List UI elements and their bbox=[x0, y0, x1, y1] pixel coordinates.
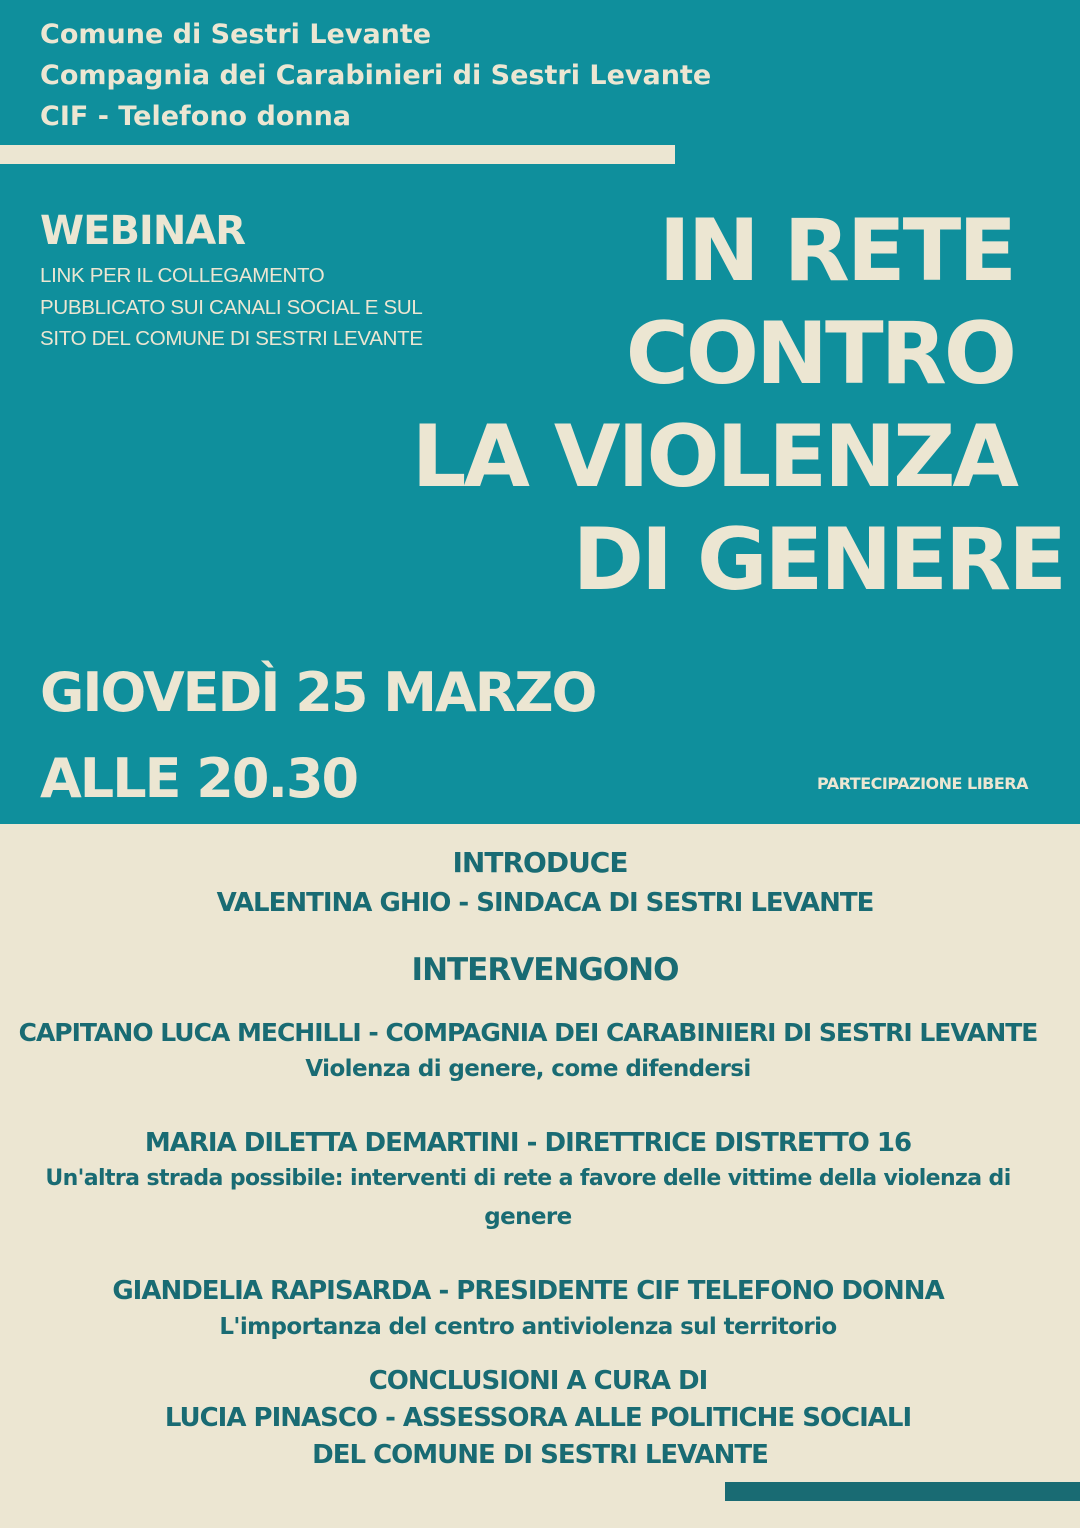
headline-line: CONTRO bbox=[625, 304, 1014, 404]
introducer-name: VALENTINA GHIO - SINDACA DI SESTRI LEVANTE bbox=[216, 888, 874, 918]
event-date bbox=[40, 650, 595, 822]
webinar-title: WEBINAR bbox=[40, 208, 246, 254]
speaker-topic: Violenza di genere, come difendersi bbox=[305, 1056, 751, 1082]
event-headline bbox=[411, 200, 1064, 612]
conclusions-speaker: LUCIA PINASCO - ASSESSORA ALLE POLITICHE SOCIALI bbox=[164, 1403, 912, 1433]
organizer-carabinieri: Compagnia dei Carabinieri di Sestri Levante bbox=[40, 60, 712, 91]
speaker-topic: genere bbox=[484, 1204, 572, 1230]
event-time: ALLE 20.30 bbox=[40, 747, 358, 810]
speaker-name: MARIA DILETTA DEMARTINI - DIRETTRICE DISTRETTO 16 bbox=[144, 1128, 912, 1158]
webinar-line: SITO DEL COMUNE DI SESTRI LEVANTE bbox=[40, 327, 423, 350]
speaker-topic: L'importanza del centro antiviolenza sul territorio bbox=[219, 1314, 837, 1340]
participation-note: PARTECIPAZIONE LIBERA bbox=[817, 774, 1028, 793]
headline-line: LA VIOLENZA bbox=[411, 407, 1016, 507]
introduce-label: INTRODUCE bbox=[452, 846, 628, 879]
webinar-info bbox=[40, 260, 423, 355]
organizer-comune: Comune di Sestri Levante bbox=[40, 19, 432, 50]
headline-line: IN RETE bbox=[658, 201, 1014, 301]
top-divider bbox=[0, 145, 675, 164]
webinar-line: PUBBLICATO SUI CANALI SOCIAL E SUL bbox=[40, 295, 423, 319]
headline-line: DI GENERE bbox=[572, 510, 1064, 610]
bottom-divider bbox=[725, 1482, 1080, 1501]
organizer-cif: CIF - Telefono donna bbox=[40, 101, 352, 132]
organizers-block bbox=[40, 14, 711, 137]
conclusions-affiliation: DEL COMUNE DI SESTRI LEVANTE bbox=[312, 1440, 768, 1470]
speakers-label: INTERVENGONO bbox=[411, 952, 679, 988]
event-day: GIOVEDÌ 25 MARZO bbox=[40, 661, 596, 724]
speaker-topic: Un'altra strada possibile: interventi di rete a favore delle vittime della violenza di bbox=[45, 1166, 1011, 1191]
conclusions-label: CONCLUSIONI A CURA DI bbox=[368, 1366, 708, 1396]
webinar-line: LINK PER IL COLLEGAMENTO bbox=[40, 264, 325, 287]
speaker-name: CAPITANO LUCA MECHILLI - COMPAGNIA DEI CARABINIERI DI SESTRI LEVANTE bbox=[18, 1018, 1038, 1047]
speaker-name: GIANDELIA RAPISARDA - PRESIDENTE CIF TELEFONO DONNA bbox=[112, 1276, 944, 1306]
